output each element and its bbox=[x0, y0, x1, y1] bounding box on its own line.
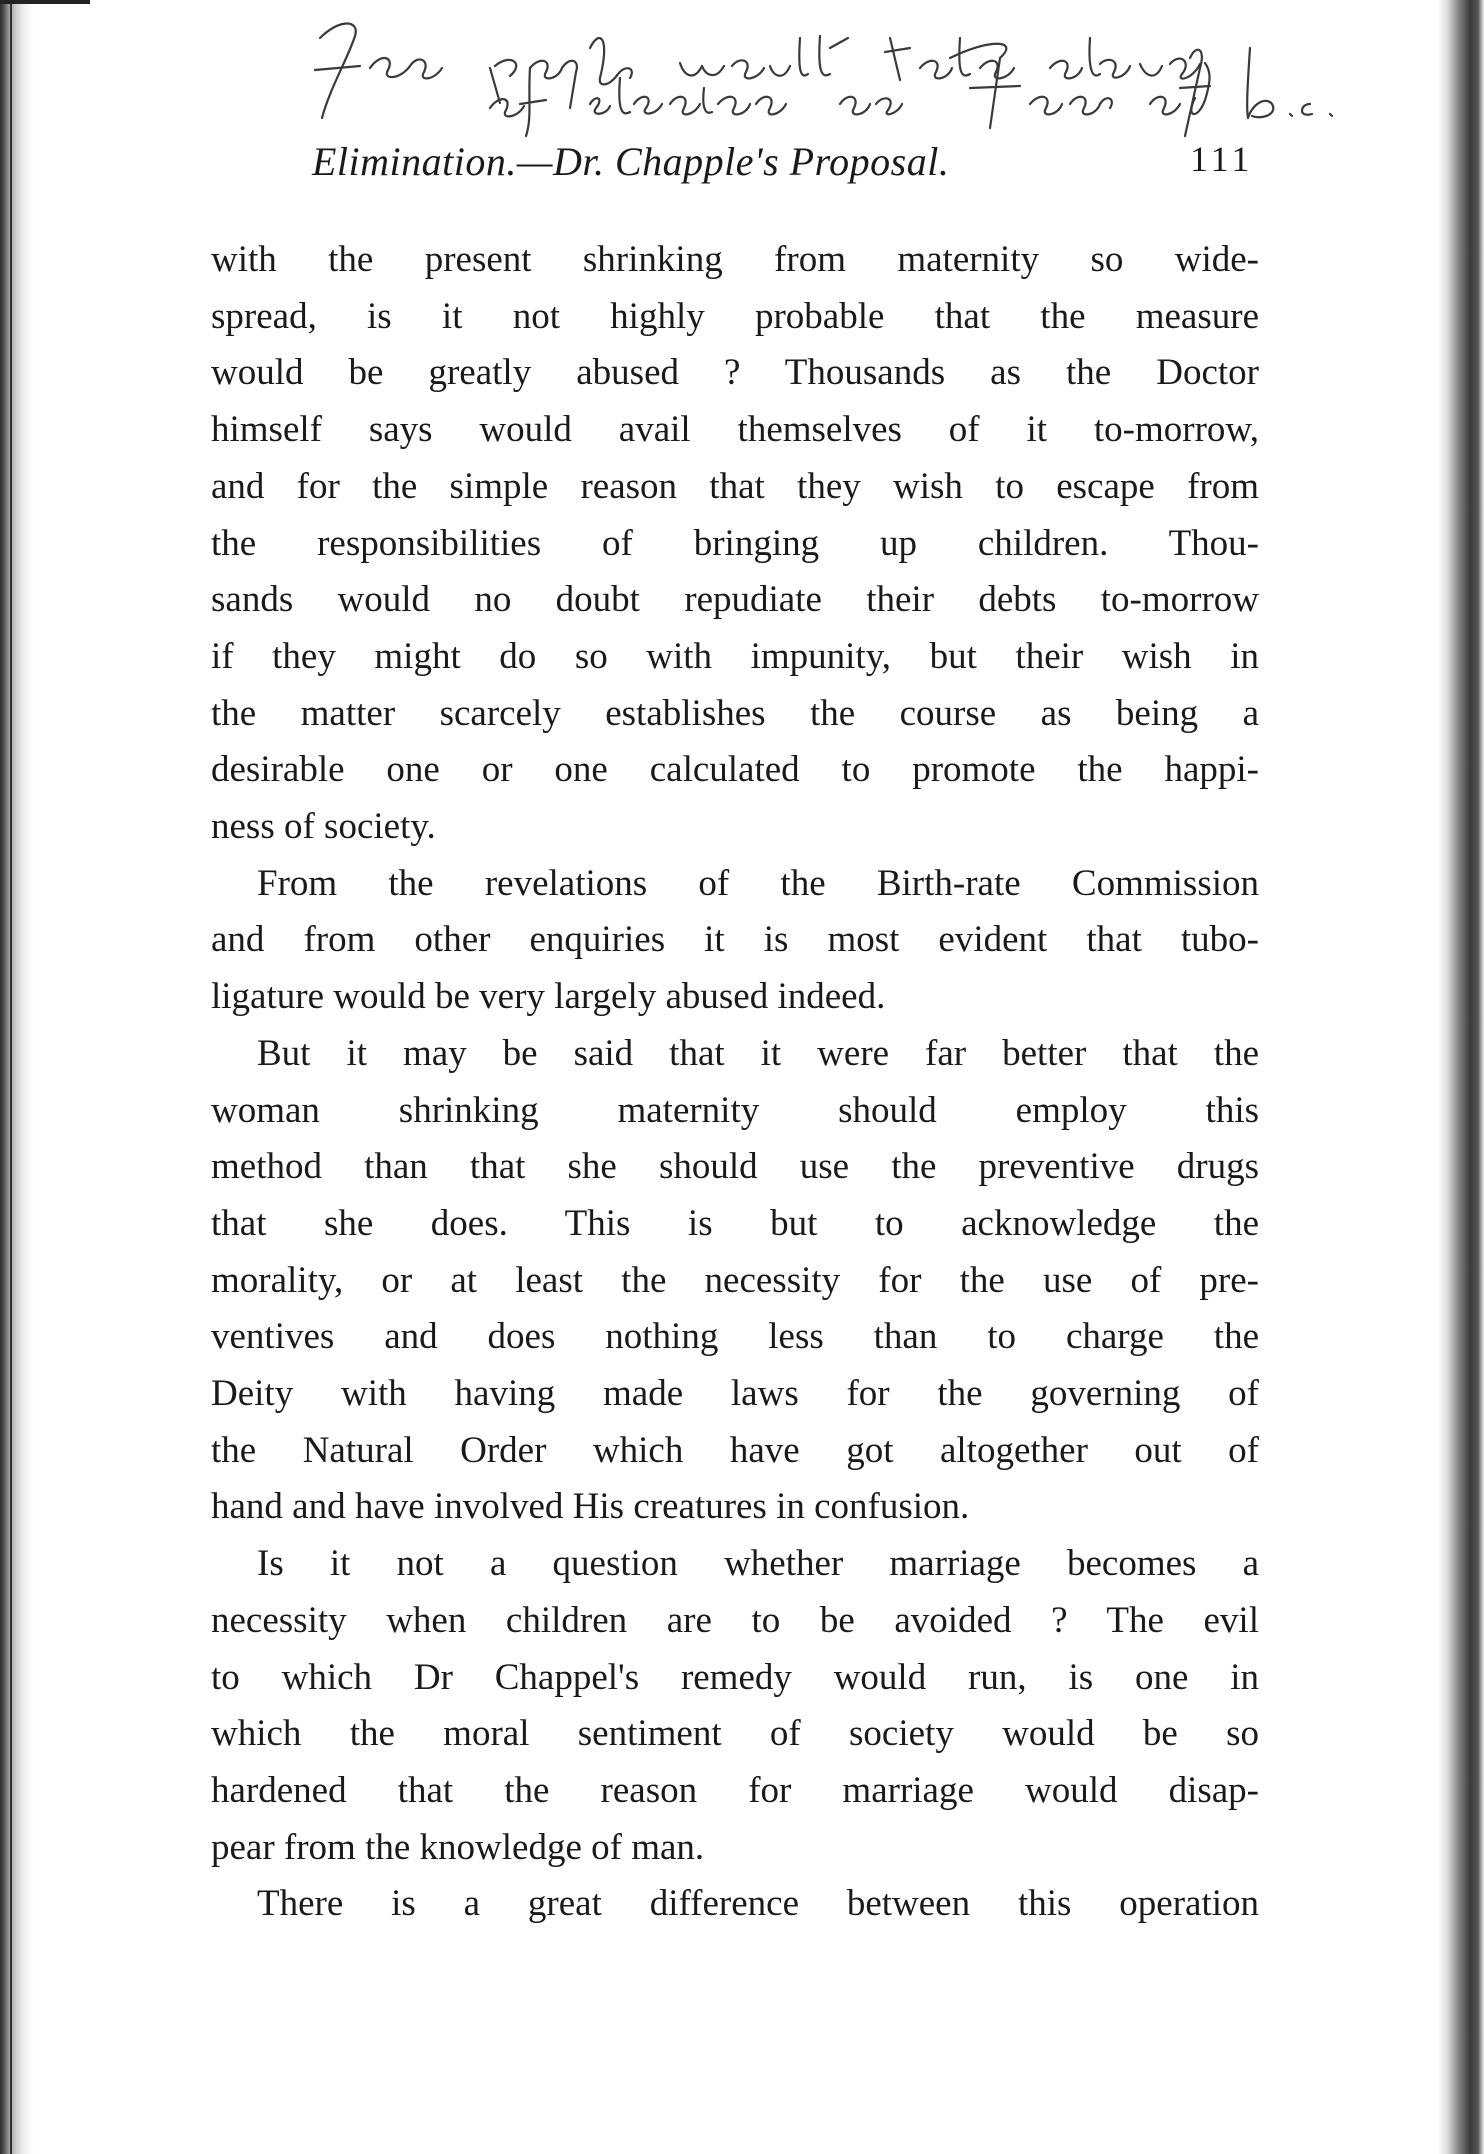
text-line: ligature would be very largely abused indeed. bbox=[211, 976, 886, 1018]
text-line: desirable one or one calculated to promote the happi- bbox=[211, 749, 1259, 791]
text-line: Deity with having made laws for the governing of bbox=[211, 1373, 1259, 1415]
text-line: which the moral sentiment of society would be so bbox=[211, 1713, 1259, 1755]
page-number: 111 bbox=[1190, 139, 1254, 179]
text-line: necessity when children are to be avoided ? The evil bbox=[211, 1599, 1259, 1641]
text-line: to which Dr Chappel's remedy would run, is one in bbox=[211, 1656, 1259, 1698]
text-line: hand and have involved His creatures in confusion. bbox=[211, 1486, 970, 1528]
text-line: the Natural Order which have got altogether out of bbox=[211, 1429, 1259, 1471]
body-text bbox=[211, 232, 1259, 1933]
text-line: and from other enquiries it is most evident that tubo- bbox=[211, 919, 1259, 961]
scan-left-edge bbox=[0, 0, 34, 2154]
text-line: From the revelations of the Birth-rate Commission bbox=[257, 862, 1259, 904]
text-line: would be greatly abused ? Thousands as the Doctor bbox=[211, 352, 1259, 394]
paragraph bbox=[211, 232, 1259, 856]
scan-left-binding-line bbox=[10, 0, 12, 2154]
text-line: that she does. This is but to acknowledge the bbox=[211, 1202, 1259, 1244]
text-line: sands would no doubt repudiate their debts to-morrow bbox=[211, 579, 1259, 621]
paragraph bbox=[211, 1876, 1259, 1933]
text-line: the matter scarcely establishes the course as being a bbox=[211, 692, 1259, 734]
handwritten-annotation bbox=[300, 8, 1480, 138]
running-title: Elimination.—Dr. Chapple's Proposal. bbox=[312, 139, 950, 184]
text-line: pear from the knowledge of man. bbox=[211, 1826, 705, 1868]
text-line: Is it not a question whether marriage becomes a bbox=[257, 1543, 1259, 1585]
text-line: and for the simple reason that they wish to escape from bbox=[211, 465, 1259, 507]
text-line: method than that she should use the preventive drugs bbox=[211, 1146, 1259, 1188]
text-line: himself says would avail themselves of it to-morrow, bbox=[211, 409, 1259, 451]
scan-right-edge bbox=[1438, 0, 1484, 2154]
paragraph bbox=[211, 856, 1259, 1026]
text-line: There is a great difference between this operation bbox=[257, 1883, 1259, 1925]
text-line: with the present shrinking from maternity so wide- bbox=[211, 239, 1259, 280]
text-line: But it may be said that it were far better that the bbox=[257, 1032, 1259, 1074]
text-line: ventives and does nothing less than to charge the bbox=[211, 1316, 1259, 1358]
scan-corner-mark bbox=[0, 0, 90, 26]
text-line: woman shrinking maternity should employ this bbox=[211, 1089, 1259, 1131]
text-line: the responsibilities of bringing up children. Thou- bbox=[211, 522, 1259, 564]
text-line: morality, or at least the necessity for the use of pre- bbox=[211, 1259, 1259, 1301]
paragraph bbox=[211, 1026, 1259, 1536]
text-line: hardened that the reason for marriage would disap- bbox=[211, 1769, 1259, 1811]
handwriting-image bbox=[300, 8, 1480, 138]
paragraph bbox=[211, 1536, 1259, 1876]
text-line: spread, is it not highly probable that the measure bbox=[211, 295, 1259, 337]
text-line: ness of society. bbox=[211, 806, 436, 848]
text-line: if they might do so with impunity, but their wish in bbox=[211, 635, 1259, 677]
